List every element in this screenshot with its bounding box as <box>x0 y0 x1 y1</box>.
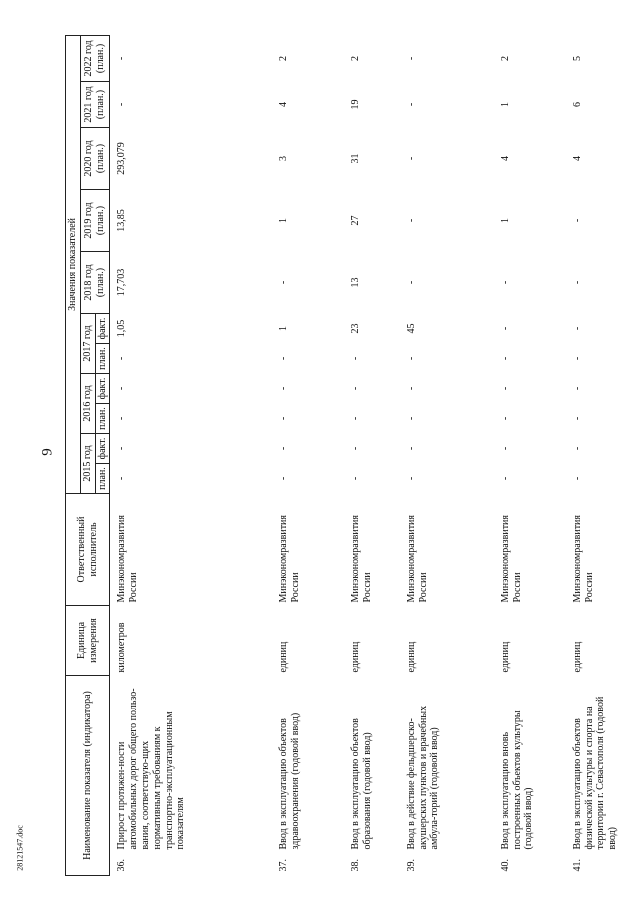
row-number: 41. <box>571 859 583 872</box>
indicator-name: Ввод в эксплуатацию объектов образования (годовой ввод) <box>349 718 373 850</box>
value-2017-fact: 1,05 <box>116 319 128 338</box>
indicator-name: Ввод в эксплуатацию вновь построенных объектов культуры (годовой ввод) <box>499 710 535 850</box>
executor-cell: Минэкономразвития России <box>571 514 595 603</box>
table-body <box>110 35 640 875</box>
value-2019: - <box>571 218 583 223</box>
value-2019: 1 <box>277 218 289 223</box>
table-row <box>347 35 403 875</box>
value-2017-fact: - <box>571 326 583 331</box>
value-2016-fact: - <box>116 386 128 391</box>
value-2019: 13,85 <box>116 209 128 232</box>
header-2015: 2015 год <box>80 434 95 494</box>
header-executor: Ответственный исполнитель <box>66 494 110 606</box>
value-2015-plan: - <box>571 476 583 481</box>
value-2018: 17,703 <box>116 268 128 297</box>
value-2016-fact: - <box>571 386 583 391</box>
value-2017-plan: - <box>499 356 511 361</box>
rotated-table-container <box>65 36 619 876</box>
row-number: 40. <box>499 859 511 872</box>
value-2022: - <box>405 56 417 61</box>
indicator-name-cell <box>275 676 347 876</box>
value-2018: - <box>571 280 583 285</box>
table-row <box>110 35 275 875</box>
value-2019: 27 <box>349 215 361 226</box>
indicator-name-cell <box>347 676 403 876</box>
row-number: 36. <box>116 859 128 872</box>
table-row <box>403 35 497 875</box>
header-indicator-name: Наименование показателя (индикатора) <box>66 676 110 876</box>
header-2018: 2018 год (план.) <box>80 252 110 314</box>
value-2015-plan: - <box>116 476 128 481</box>
unit-cell: единиц <box>405 641 417 673</box>
value-2015-plan: - <box>405 476 417 481</box>
executor-cell: Минэкономразвития России <box>499 514 523 603</box>
header-2016-plan: план. <box>95 404 110 434</box>
table-row <box>569 35 640 875</box>
value-2021: 1 <box>499 102 511 107</box>
value-2021: - <box>405 102 417 107</box>
value-2020: 31 <box>349 153 361 164</box>
value-2016-plan: - <box>277 416 289 421</box>
indicator-name: Ввод в эксплуатацию объектов физической культуры и спорта на территории г. Севастополя (годовой ввод) <box>571 696 619 850</box>
unit-cell: километров <box>116 622 128 673</box>
header-2017-plan: план. <box>95 344 110 374</box>
value-2021: 19 <box>349 99 361 110</box>
header-2017-fact: факт. <box>95 314 110 344</box>
header-2015-fact: факт. <box>95 434 110 464</box>
value-2015-fact: - <box>116 446 128 451</box>
value-2017-fact: 45 <box>405 323 417 334</box>
row-number: 37. <box>277 859 289 872</box>
value-2020: 4 <box>571 156 583 161</box>
executor-cell: Минэкономразвития России <box>349 514 373 603</box>
value-2017-fact: 1 <box>277 326 289 331</box>
value-2016-fact: - <box>349 386 361 391</box>
header-2019: 2019 год (план.) <box>80 190 110 252</box>
value-2017-plan: - <box>349 356 361 361</box>
unit-cell: единиц <box>499 641 511 673</box>
value-2018: - <box>499 280 511 285</box>
value-2018: - <box>277 280 289 285</box>
value-2018: 13 <box>349 277 361 288</box>
value-2019: - <box>405 218 417 223</box>
value-2020: 4 <box>499 156 511 161</box>
value-2017-plan: - <box>277 356 289 361</box>
value-2015-plan: - <box>349 476 361 481</box>
value-2015-fact: - <box>277 446 289 451</box>
value-2015-fact: - <box>571 446 583 451</box>
value-2020: 3 <box>277 156 289 161</box>
page-number: 9 <box>39 448 56 456</box>
executor-cell: Минэкономразвития России <box>116 514 140 603</box>
value-2017-plan: - <box>571 356 583 361</box>
value-2015-fact: - <box>499 446 511 451</box>
value-2015-plan: - <box>499 476 511 481</box>
value-2017-fact: - <box>499 326 511 331</box>
header-values: Значения показателей <box>66 35 81 493</box>
indicator-name-cell <box>569 676 640 876</box>
indicator-name-cell <box>403 676 497 876</box>
value-2021: 4 <box>277 102 289 107</box>
row-number: 38. <box>349 859 361 872</box>
value-2022: 2 <box>499 55 511 61</box>
header-2017: 2017 год <box>80 314 95 374</box>
indicator-name: Ввод в эксплуатацию объектов здравоохранения (годовой ввод) <box>277 712 301 850</box>
value-2021: 6 <box>571 102 583 107</box>
header-2016: 2016 год <box>80 374 95 434</box>
header-2015-plan: план. <box>95 464 110 494</box>
executor-cell: Минэкономразвития России <box>277 514 301 603</box>
header-2022: 2022 год (план.) <box>80 35 110 81</box>
header-2016-fact: факт. <box>95 374 110 404</box>
value-2016-plan: - <box>349 416 361 421</box>
header-2021: 2021 год (план.) <box>80 82 110 128</box>
table-row <box>275 35 347 875</box>
value-2015-fact: - <box>349 446 361 451</box>
value-2016-plan: - <box>571 416 583 421</box>
value-2022: 5 <box>571 55 583 61</box>
value-2016-plan: - <box>499 416 511 421</box>
unit-cell: единиц <box>349 641 361 673</box>
value-2020: 293,079 <box>116 142 128 175</box>
indicators-table <box>65 35 640 876</box>
unit-cell: единиц <box>571 641 583 673</box>
value-2018: - <box>405 280 417 285</box>
value-2016-plan: - <box>116 416 128 421</box>
indicator-name-cell <box>497 676 569 876</box>
value-2019: 1 <box>499 218 511 223</box>
value-2022: 2 <box>349 55 361 61</box>
value-2021: - <box>116 102 128 107</box>
table-row <box>497 35 569 875</box>
value-2015-fact: - <box>405 446 417 451</box>
value-2016-fact: - <box>277 386 289 391</box>
footer-file-code: 28121547.doc <box>15 825 25 871</box>
header-unit: Единица измерения <box>66 606 110 676</box>
value-2017-plan: - <box>405 356 417 361</box>
row-number: 39. <box>405 859 417 872</box>
indicator-name: Ввод в действие фельдшерско-акушерских пунктов и врачебных амбула-торий (годовой ввод) <box>405 705 441 850</box>
value-2022: - <box>116 56 128 61</box>
unit-cell: единиц <box>277 641 289 673</box>
indicator-name: Прирост протяжен-ности автомобильных дорог общего пользо-вания, соответствую-щих нормативным требованиям к транспортно-эксплуатационным показателям <box>116 688 187 850</box>
value-2020: - <box>405 156 417 161</box>
value-2022: 2 <box>277 55 289 61</box>
value-2017-fact: 23 <box>349 323 361 334</box>
value-2016-plan: - <box>405 416 417 421</box>
header-2020: 2020 год (план.) <box>80 128 110 190</box>
indicator-name-cell <box>110 676 275 876</box>
value-2016-fact: - <box>405 386 417 391</box>
value-2017-plan: - <box>116 356 128 361</box>
value-2015-plan: - <box>277 476 289 481</box>
value-2016-fact: - <box>499 386 511 391</box>
executor-cell: Минэкономразвития России <box>405 514 429 603</box>
